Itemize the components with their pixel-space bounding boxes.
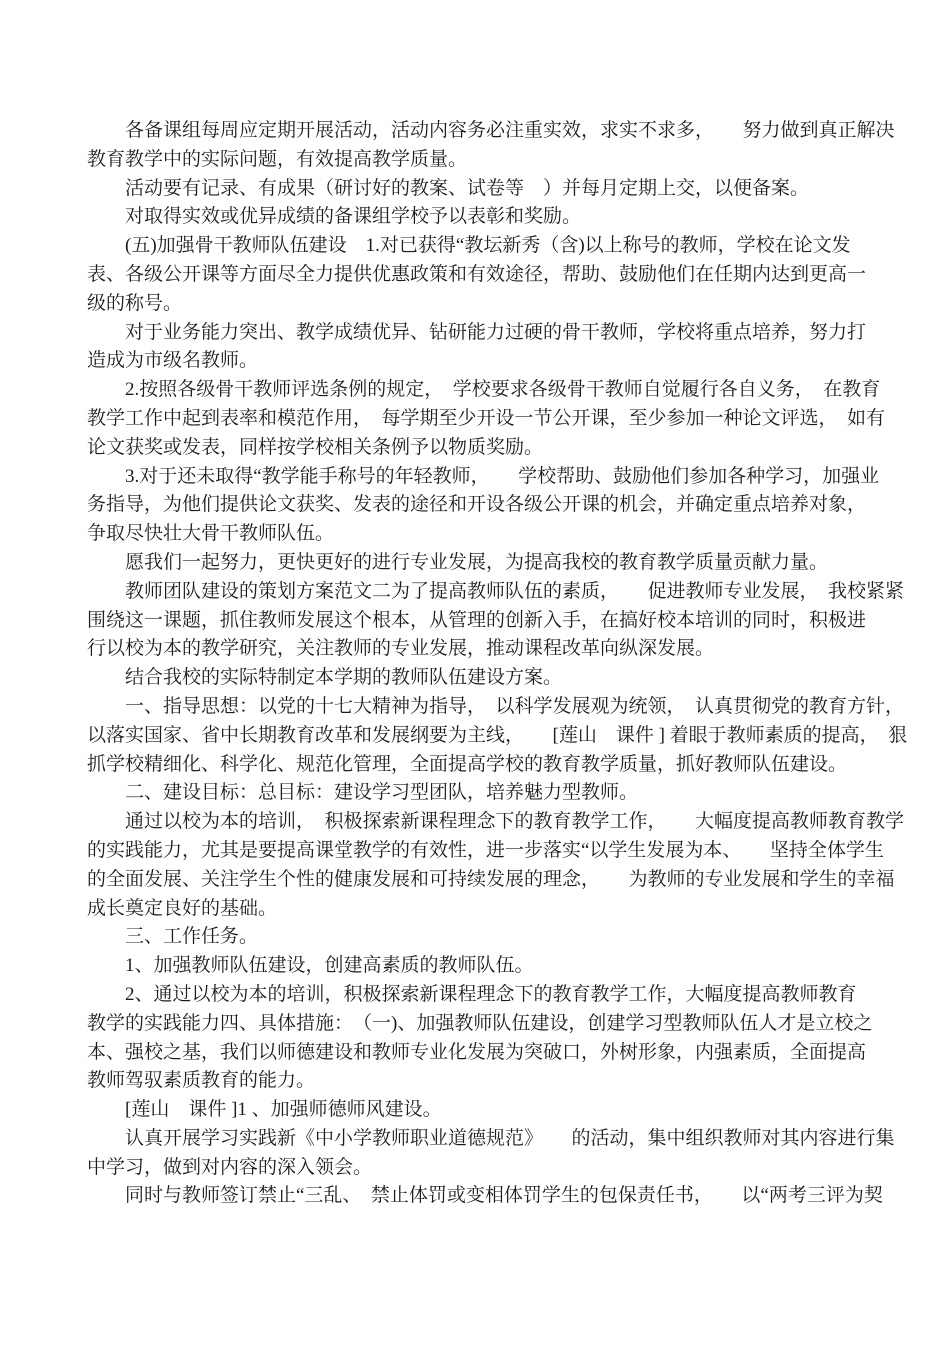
text-line-9: 造成为市级名教师。	[87, 350, 259, 372]
text-line-5: (五)加强骨干教师队伍建设 1.对已获得“教坛新秀（含)以上称号的教师，学校在论文发	[87, 235, 851, 257]
text-line-32: 教学的实践能力四、具体措施： （一)、加强教师队伍建设，创建学习型教师队伍人才是立校之	[87, 1012, 873, 1034]
text-line-22: 以落实国家、省中长期教育改革和发展纲要为主线， [莲山 课件 ] 着眼于教师素质的提高， 狠	[87, 724, 908, 746]
text-line-13: 3.对于还未取得“教学能手称号的年轻教师， 学校帮助、鼓励他们参加各种学习，加强业	[87, 465, 880, 487]
text-line-12: 论文获奖或发表，同样按学校相关条例予以物质奖励。	[87, 436, 544, 458]
text-line-36: 认真开展学习实践新《中小学教师职业道德规范》 的活动，集中组织教师对其内容进行集	[87, 1127, 895, 1149]
text-line-24: 二、建设目标：总目标：建设学习型团队，培养魅力型教师。	[87, 782, 639, 804]
text-line-29: 三、工作任务。	[87, 926, 259, 948]
text-line-17: 教师团队建设的策划方案范文二为了提高教师队伍的素质， 促进教师专业发展， 我校紧紧	[87, 580, 905, 602]
text-line-14: 务指导，为他们提供论文获奖、发表的途径和开设各级公开课的机会，并确定重点培养对象，	[87, 494, 867, 516]
text-line-37: 中学习，做到对内容的深入领会。	[87, 1156, 373, 1178]
text-line-30: 1、加强教师队伍建设，创建高素质的教师队伍。	[87, 955, 534, 977]
text-line-10: 2.按照各级骨干教师评选条例的规定， 学校要求各级骨干教师自觉履行各自义务， 在教育	[87, 379, 881, 401]
text-line-3: 活动要有记录、有成果（研讨好的教案、试卷等 ）并每月定期上交，以便备案。	[87, 177, 810, 199]
text-line-6: 表、各级公开课等方面尽全力提供优惠政策和有效途径，帮助、鼓励他们在任期内达到更高一	[87, 263, 867, 285]
text-line-18: 围绕这一课题，抓住教师发展这个根本，从管理的创新入手，在搞好校本培训的同时，积极进	[87, 609, 867, 631]
text-line-31: 2、通过以校为本的培训，积极探索新课程理念下的教育教学工作，大幅度提高教师教育	[87, 983, 857, 1005]
text-line-2: 教育教学中的实际问题，有效提高教学质量。	[87, 148, 468, 170]
text-line-15: 争取尽快壮大骨干教师队伍。	[87, 523, 335, 545]
text-line-28: 成长奠定良好的基础。	[87, 897, 278, 919]
text-line-8: 对于业务能力突出、教学成绩优异、钻研能力过硬的骨干教师，学校将重点培养，努力打	[87, 321, 867, 343]
text-line-35: [莲山 课件 ]1 、加强师德师风建设。	[87, 1099, 442, 1121]
text-line-33: 本、强校之基，我们以师德建设和教师专业化发展为突破口，外树形象，内强素质，全面提高	[87, 1041, 867, 1063]
text-line-11: 教学工作中起到表率和模范作用， 每学期至少开设一节公开课，至少参加一种论文评选， 如有	[87, 407, 886, 429]
text-line-34: 教师驾驭素质教育的能力。	[87, 1070, 316, 1092]
text-line-20: 结合我校的实际特制定本学期的教师队伍建设方案。	[87, 667, 563, 689]
text-line-26: 的实践能力，尤其是要提高课堂教学的有效性，进一步落实“以学生发展为本、 坚持全体学生	[87, 839, 884, 861]
text-line-1: 各备课组每周应定期开展活动，活动内容务必注重实效，求实不求多， 努力做到真正解决	[87, 120, 895, 141]
text-line-16: 愿我们一起努力，更快更好的进行专业发展，为提高我校的教育教学质量贡献力量。	[87, 551, 829, 573]
text-line-19: 行以校为本的教学研究，关注教师的专业发展，推动课程改革向纵深发展。	[87, 638, 715, 660]
text-line-7: 级的称号。	[87, 292, 183, 314]
text-line-38: 同时与教师签订禁止“三乱、 禁止体罚或变相体罚学生的包保责任书， 以“两考三评为契	[87, 1185, 883, 1207]
text-line-4: 对取得实效或优异成绩的备课组学校予以表彰和奖励。	[87, 206, 582, 228]
text-line-25: 通过以校为本的培训， 积极探索新课程理念下的教育教学工作， 大幅度提高教师教育教学	[87, 811, 905, 833]
text-line-23: 抓学校精细化、科学化、规范化管理，全面提高学校的教育教学质量，抓好教师队伍建设。	[87, 753, 848, 775]
text-line-27: 的全面发展、关注学生个性的健康发展和可持续发展的理念， 为教师的专业发展和学生的幸福	[87, 868, 895, 890]
text-line-21: 一、指导思想：以党的十七大精神为指导， 以科学发展观为统领， 认真贯彻党的教育方针，	[87, 695, 905, 717]
document-text	[87, 117, 908, 1211]
